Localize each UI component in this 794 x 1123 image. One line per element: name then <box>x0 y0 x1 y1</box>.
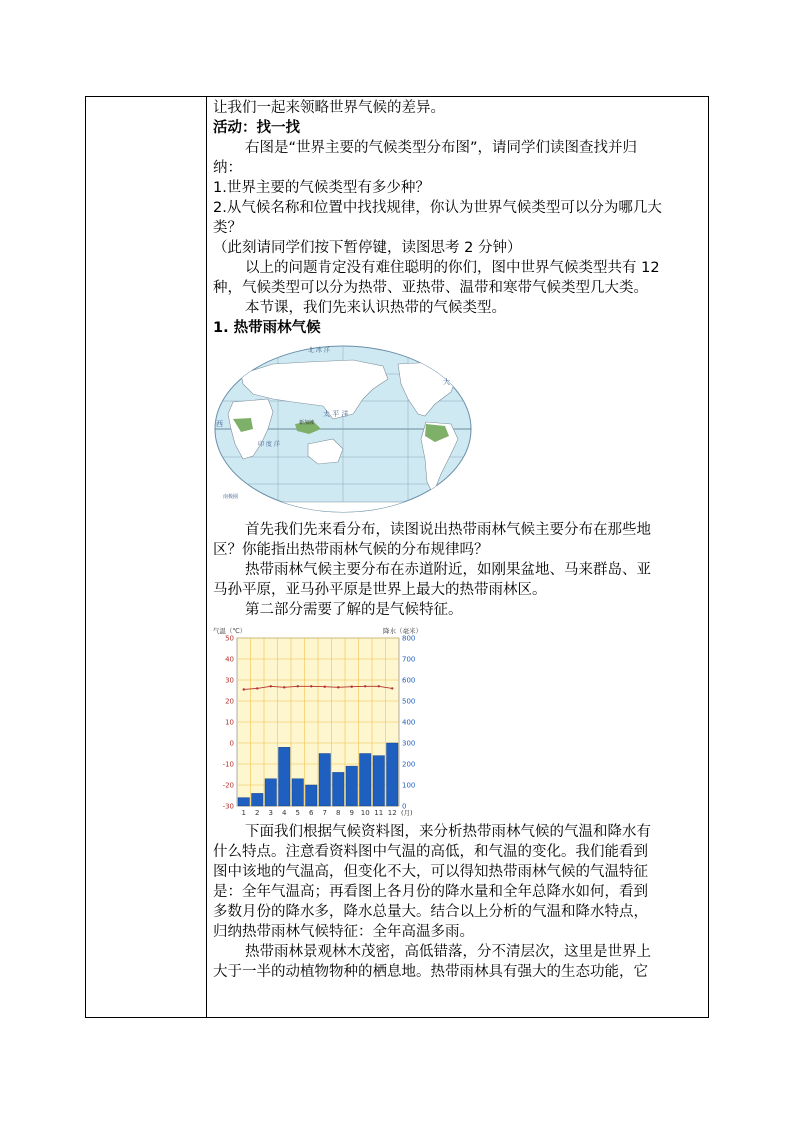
temperature-tick-label: -20 <box>222 781 234 790</box>
temperature-point <box>351 686 353 688</box>
temperature-tick-label: 40 <box>225 655 234 664</box>
precipitation-tick-label: 200 <box>402 760 416 769</box>
precipitation-tick-label: 700 <box>402 655 416 664</box>
section-heading-rainforest: 1. 热带雨林气候 <box>213 320 321 336</box>
month-tick-label: 2 <box>255 809 260 817</box>
month-tick-label: 12 <box>387 809 397 817</box>
month-unit-label: (月) <box>401 809 413 817</box>
precipitation-bar <box>373 756 385 806</box>
temperature-axis-label: 气温（℃） <box>213 627 247 635</box>
map-label-arctic: 北 冰 洋 <box>308 347 330 354</box>
precipitation-bar <box>252 793 264 806</box>
text-line: 纳： <box>213 160 242 176</box>
distribution-section <box>213 520 707 620</box>
text-line: 右图是“世界主要的气候类型分布图”，请同学们读图查找并归 <box>245 140 638 156</box>
temperature-tick-label: 0 <box>229 739 234 748</box>
precipitation-bar <box>360 754 372 807</box>
text-line: 本节课，我们先来认识热带的气候类型。 <box>245 300 506 316</box>
precipitation-bar <box>319 754 331 807</box>
precipitation-bar <box>279 747 291 806</box>
precipitation-tick-label: 400 <box>402 718 416 727</box>
text-line: 是：全年气温高；再看图上各月份的降水量和全年总降水如何，看到 <box>213 884 648 900</box>
map-label-da: 大 <box>443 378 450 386</box>
activity-heading: 活动：找一找 <box>213 120 300 136</box>
text-line: 马孙平原，亚马孙平原是世界上最大的热带雨林区。 <box>213 582 547 598</box>
precipitation-bar <box>292 779 304 806</box>
text-line: 首先我们先来看分布，读图说出热带雨林气候主要分布在那些地 <box>245 522 651 538</box>
precipitation-tick-label: 0 <box>402 802 407 811</box>
temperature-point <box>337 686 339 688</box>
temperature-point <box>270 685 272 687</box>
text-line: 第二部分需要了解的是气候特征。 <box>245 602 463 618</box>
precipitation-axis-label: 降水（毫米） <box>383 627 422 635</box>
question-2: 2.从气候名称和位置中找找规律，你认为世界气候类型可以分为哪几大 <box>213 200 662 216</box>
precipitation-bar <box>306 785 318 806</box>
text-line: 以上的问题肯定没有难住聪明的你们，图中世界气候类型共有 12 <box>245 260 660 276</box>
text-line: 让我们一起来领略世界气候的差异。 <box>213 100 445 116</box>
temperature-point <box>283 686 285 688</box>
temperature-point <box>391 687 393 689</box>
map-label-xi: 西 <box>216 420 223 428</box>
text-line: 类？ <box>213 220 242 236</box>
precipitation-tick-label: 500 <box>402 697 416 706</box>
temperature-tick-label: 20 <box>225 697 234 706</box>
text-line: 热带雨林气候主要分布在赤道附近，如刚果盆地、马来群岛、亚 <box>245 562 651 578</box>
map-label-antarctic-circle: 南极圈 <box>223 494 239 500</box>
temperature-tick-label: 30 <box>225 676 234 685</box>
temperature-point <box>324 686 326 688</box>
climate-chart <box>213 626 429 818</box>
precipitation-bar <box>346 766 358 806</box>
map-label-singapore: 新加坡 <box>299 420 315 426</box>
precipitation-tick-label: 600 <box>402 676 416 685</box>
temperature-point <box>297 685 299 687</box>
world-map <box>213 344 473 514</box>
map-label-pacific: 太 平 洋 <box>323 410 349 418</box>
month-tick-label: 8 <box>336 809 341 817</box>
precipitation-tick-label: 800 <box>402 634 416 643</box>
text-line: 热带雨林景观林木茂密，高低错落，分不清层次，这里是世界上 <box>245 944 651 960</box>
precipitation-tick-label: 300 <box>402 739 416 748</box>
month-tick-label: 7 <box>322 809 327 817</box>
text-line: 大于一半的动植物物种的栖息地。热带雨林具有强大的生态功能，它 <box>213 964 648 980</box>
temperature-tick-label: 50 <box>225 634 234 643</box>
text-line: 多数月份的降水多，降水总量大。结合以上分析的气温和降水特点， <box>213 904 648 920</box>
question-1: 1.世界主要的气候类型有多少种？ <box>213 180 430 196</box>
lesson-content <box>213 98 707 982</box>
analysis-section <box>213 822 707 982</box>
temperature-point <box>243 688 245 690</box>
precipitation-bar <box>387 743 399 806</box>
text-line: 种，气候类型可以分为热带、亚热带、温带和寒带气候类型几大类。 <box>213 280 648 296</box>
month-tick-label: 4 <box>282 809 287 817</box>
table-column-divider <box>206 96 207 1018</box>
text-line: 区？你能指出热带雨林气候的分布规律吗？ <box>213 542 489 558</box>
temperature-point <box>256 687 258 689</box>
temperature-point <box>378 685 380 687</box>
month-tick-label: 9 <box>349 809 354 817</box>
month-tick-label: 10 <box>360 809 370 817</box>
temperature-point <box>364 685 366 687</box>
temperature-point <box>310 685 312 687</box>
temperature-tick-label: 10 <box>225 718 234 727</box>
temperature-tick-label: -30 <box>222 802 234 811</box>
month-tick-label: 1 <box>241 809 246 817</box>
climate-chart-svg <box>213 626 429 818</box>
map-label-indian: 印 度 洋 <box>258 441 280 448</box>
precipitation-bar <box>333 772 345 806</box>
precipitation-tick-label: 100 <box>402 781 416 790</box>
pause-note: （此刻请同学们按下暂停键，读图思考 2 分钟） <box>213 240 522 256</box>
rainforest-distribution-map <box>213 344 473 514</box>
text-line: 下面我们根据气候资料图，来分析热带雨林气候的气温和降水有 <box>245 824 651 840</box>
month-tick-label: 11 <box>374 809 384 817</box>
month-tick-label: 3 <box>268 809 273 817</box>
text-line: 图中该地的气温高，但变化不大，可以得知热带雨林气候的气温特征 <box>213 864 648 880</box>
month-tick-label: 6 <box>309 809 314 817</box>
temperature-tick-label: -10 <box>222 760 234 769</box>
text-line: 什么特点。注意看资料图中气温的高低，和气温的变化。我们能看到 <box>213 844 648 860</box>
intro-section <box>213 98 707 338</box>
month-tick-label: 5 <box>295 809 300 817</box>
precipitation-bar <box>265 779 277 806</box>
text-line: 归纳热带雨林气候特征：全年高温多雨。 <box>213 924 474 940</box>
precipitation-bar <box>238 798 250 806</box>
